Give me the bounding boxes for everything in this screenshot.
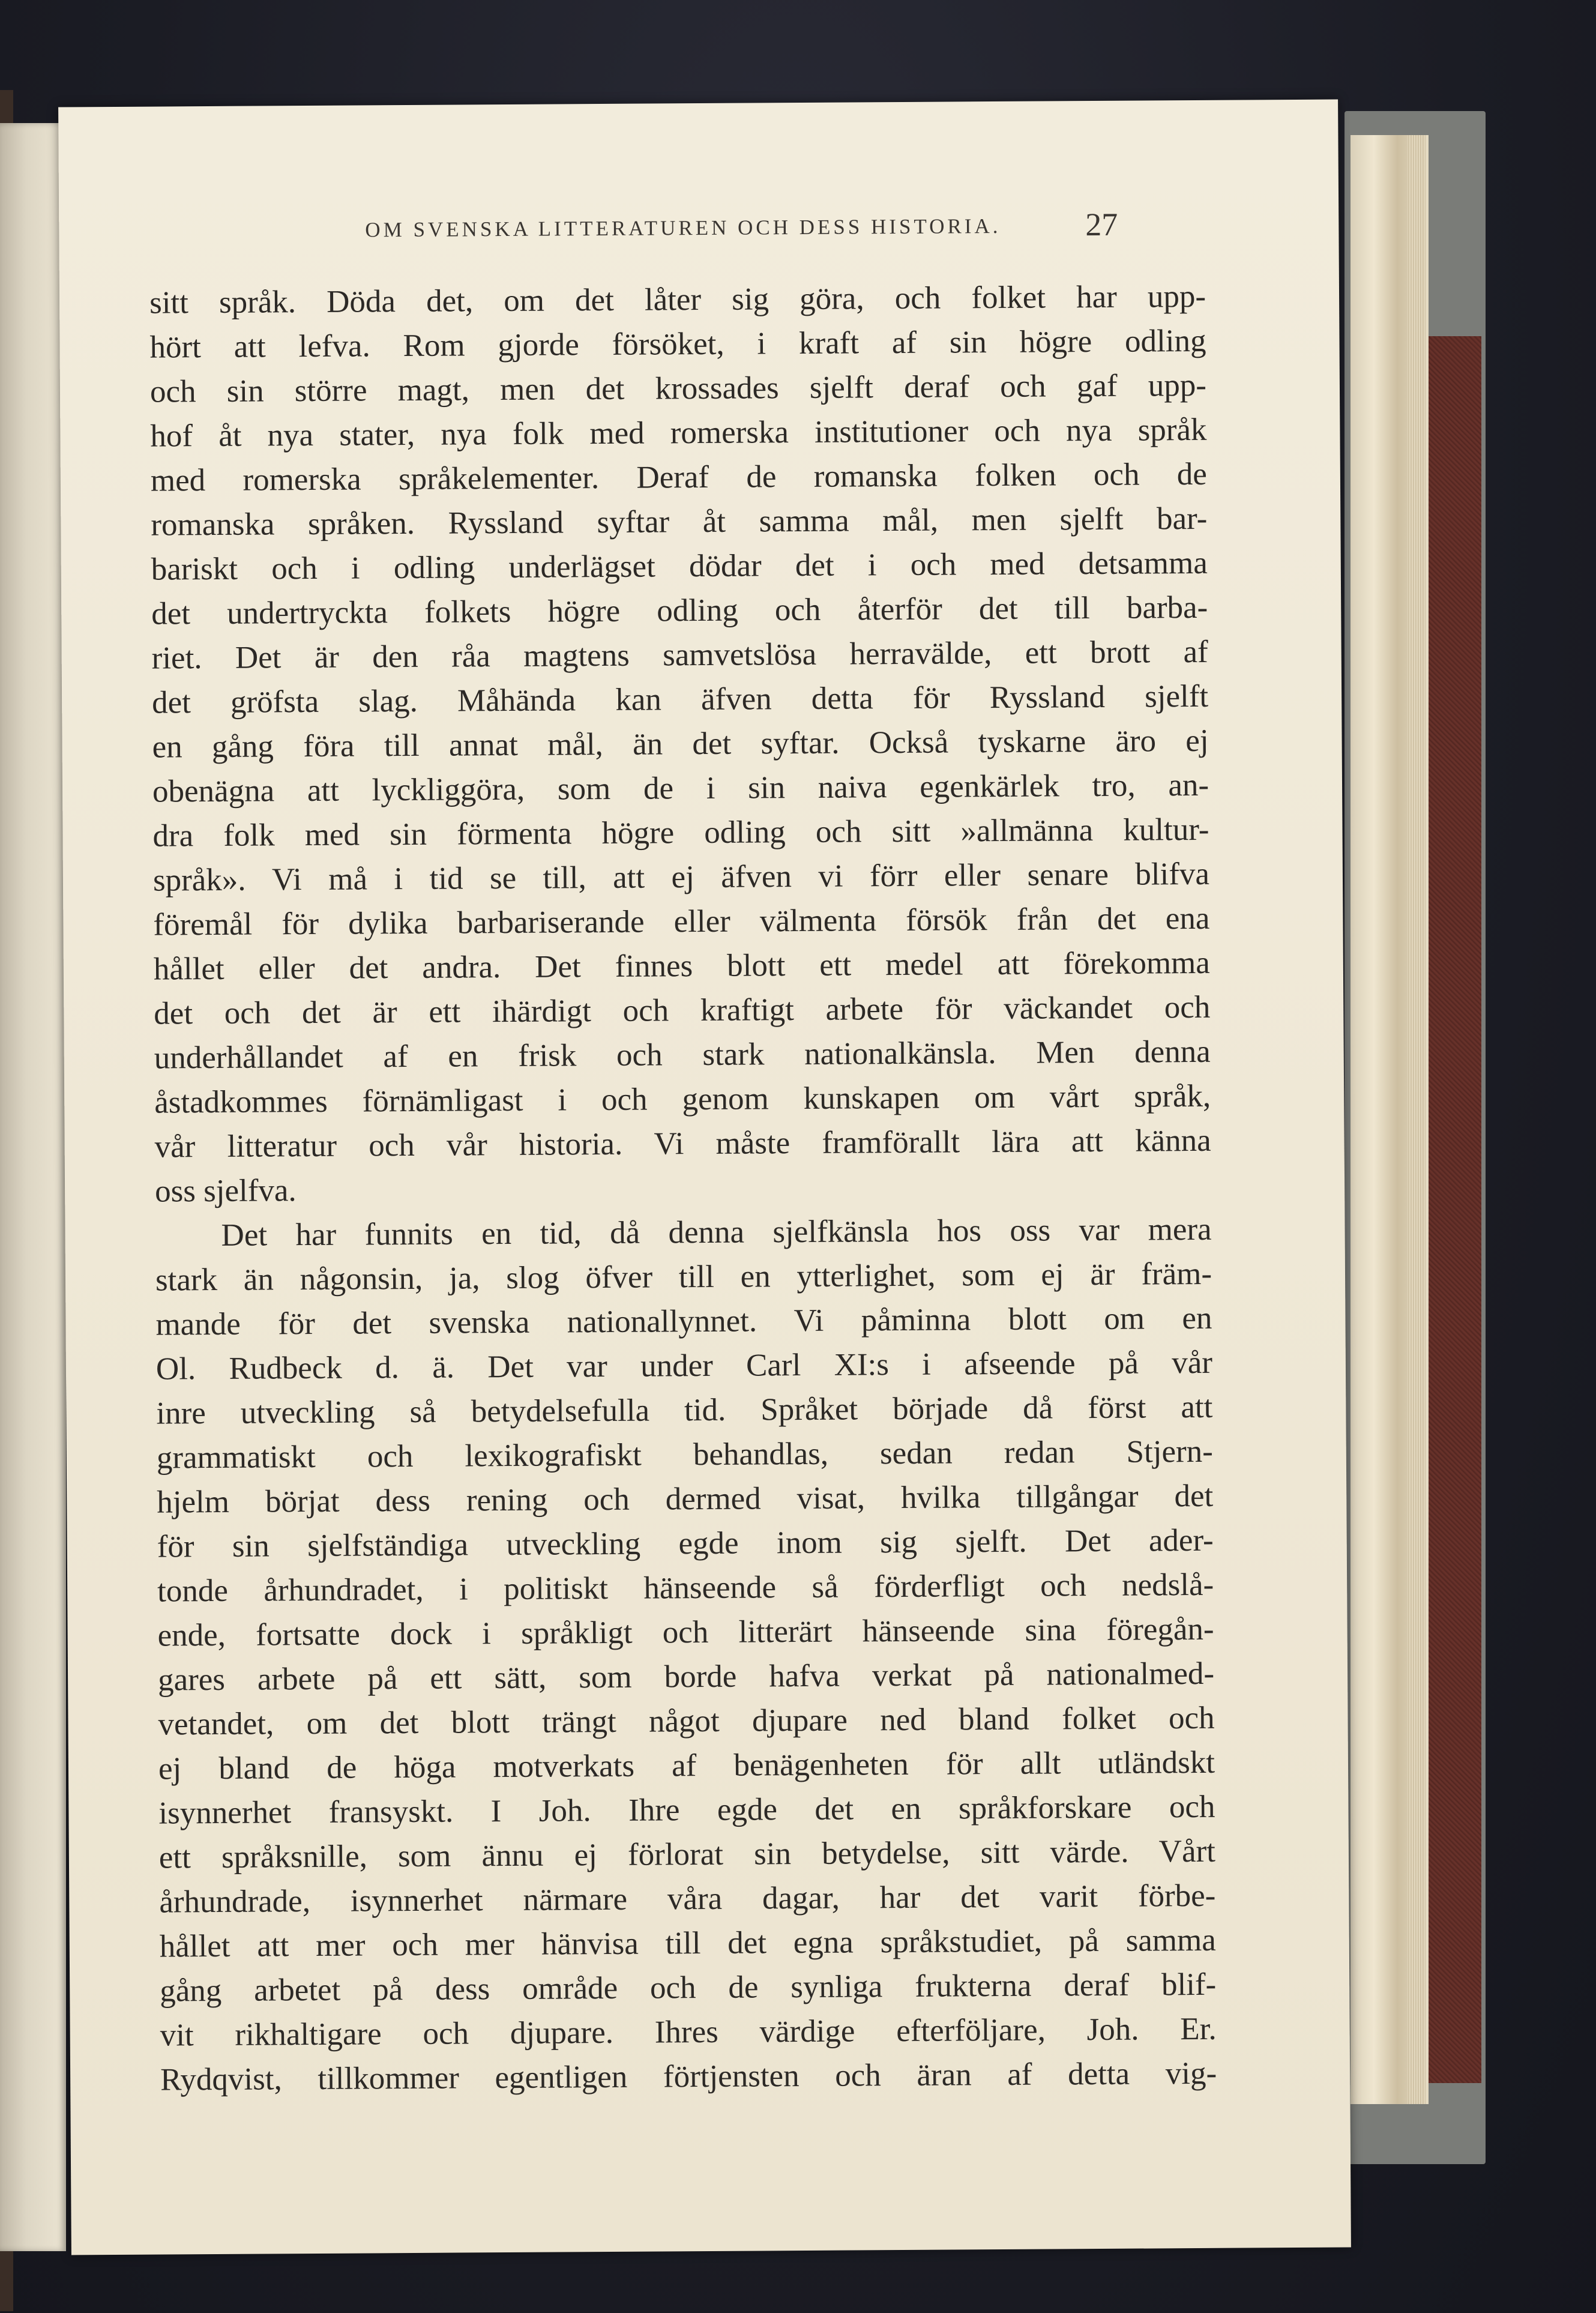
text-line: hört att lefva. Rom gjorde försöket, i kraft af sin högre odling [149, 323, 1206, 365]
text-line: hållet eller det andra. Det finnes blott ett medel att förekomma [153, 945, 1211, 987]
page-number: 27 [1085, 206, 1118, 243]
text-line: riet. Det är den råa magtens samvetslösa herravälde, ett brott af [151, 634, 1208, 676]
text-line: med romerska språkelementer. Deraf de romanska folken och de [150, 456, 1208, 498]
text-line: för sin sjelfständiga utveckling egde inom sig sjelft. Det ader- [157, 1522, 1214, 1564]
text-line: hof åt nya stater, nya folk med romerska institutioner och nya språk [150, 412, 1207, 454]
text-line: dra folk med sin förmenta högre odling och sitt »allmänna kultur- [152, 812, 1209, 854]
text-line: ej bland de höga motverkats af benägenheten för allt utländskt [158, 1745, 1215, 1787]
text-line: tonde århundradet, i politiskt hänseende så förderfligt och nedslå- [157, 1567, 1214, 1609]
text-line: Det har funnits en tid, då denna sjelfkänsla hos oss var mera [221, 1211, 1212, 1253]
text-line: gång arbetet på dess område och de synliga frukterna deraf blif- [160, 1967, 1217, 2009]
text-line: vetandet, om det blott trängt något djupare ned bland folket och [158, 1700, 1215, 1742]
text-line: gares arbete på ett sätt, som borde hafva verkat på nationalmed- [157, 1656, 1215, 1698]
book-page [58, 100, 1351, 2255]
text-line: underhållandet af en frisk och stark nationalkänsla. Men denna [154, 1034, 1211, 1076]
page-stack-edge [1408, 135, 1426, 2104]
text-line: romanska språken. Ryssland syftar åt samma mål, men sjelft bar- [151, 501, 1208, 543]
body-text [149, 274, 1217, 2102]
text-line: oss sjelfva. [154, 1173, 297, 1209]
text-line: stark än någonsin, ja, slog öfver till en ytterlighet, som ej är främ- [155, 1256, 1212, 1298]
text-line: föremål för dylika barbariserande eller välmenta försök från det ena [153, 900, 1210, 942]
text-line: hållet att mer och mer hänvisa till det egna språkstudiet, på samma [159, 1922, 1216, 1964]
book-cover-cloth [1429, 336, 1481, 2083]
running-head: OM SVENSKA LITTERATUREN OCH DESS HISTORIA. [365, 214, 1001, 242]
text-line: åstadkommes förnämligast i och genom kunskapen om vårt språk, [154, 1078, 1211, 1120]
facing-page-edge [0, 123, 66, 2251]
text-line: obenägna att lyckliggöra, som de i sin naiva egenkärlek tro, an- [152, 767, 1209, 809]
text-line: ett språksnille, som ännu ej förlorat sin betydelse, sitt värde. Vårt [158, 1833, 1216, 1875]
text-line: isynnerhet fransyskt. I Joh. Ihre egde det en språkforskare och [158, 1789, 1215, 1831]
text-line: århundrade, isynnerhet närmare våra dagar, har det varit förbe- [159, 1878, 1216, 1920]
text-line: det gröfsta slag. Måhända kan äfven detta för Ryssland sjelft [151, 678, 1209, 720]
text-line: det och det är ett ihärdigt och kraftigt arbete för väckandet och [154, 989, 1211, 1031]
text-line: språk». Vi må i tid se till, att ej äfven vi förr eller senare blifva [152, 856, 1210, 898]
text-line: Ol. Rudbeck d. ä. Det var under Carl XI:s i afseende på vår [155, 1345, 1213, 1387]
text-line: inre utveckling så betydelsefulla tid. Språket började då först att [156, 1389, 1213, 1431]
text-line: hjelm börjat dess rening och dermed visat, hvilka tillgångar det [157, 1478, 1214, 1520]
text-line: vit rikhaltigare och djupare. Ihres värdige efterföljare, Joh. Er. [160, 2011, 1217, 2053]
text-line: bariskt och i odling underlägset dödar det i och med detsamma [151, 545, 1208, 587]
text-line: grammatiskt och lexikografiskt behandlas, sedan redan Stjern- [156, 1434, 1213, 1476]
text-line: Rydqvist, tillkommer egentligen förtjensten och äran af detta vig- [160, 2055, 1217, 2097]
text-line: sitt språk. Döda det, om det låter sig göra, och folket har upp- [149, 279, 1206, 321]
text-line: mande för det svenska nationallynnet. Vi påminna blott om en [155, 1300, 1212, 1342]
text-line: vår litteratur och vår historia. Vi måste framförallt lära att känna [154, 1123, 1211, 1165]
text-line: det undertryckta folkets högre odling och återför det till barba- [151, 590, 1208, 632]
text-line: en gång föra till annat mål, än det syftar. Också tyskarne äro ej [152, 723, 1209, 765]
text-line: ende, fortsatte dock i språkligt och litterärt hänseende sina föregån- [157, 1611, 1214, 1653]
text-line: och sin större magt, men det krossades sjelft deraf och gaf upp- [149, 367, 1207, 409]
